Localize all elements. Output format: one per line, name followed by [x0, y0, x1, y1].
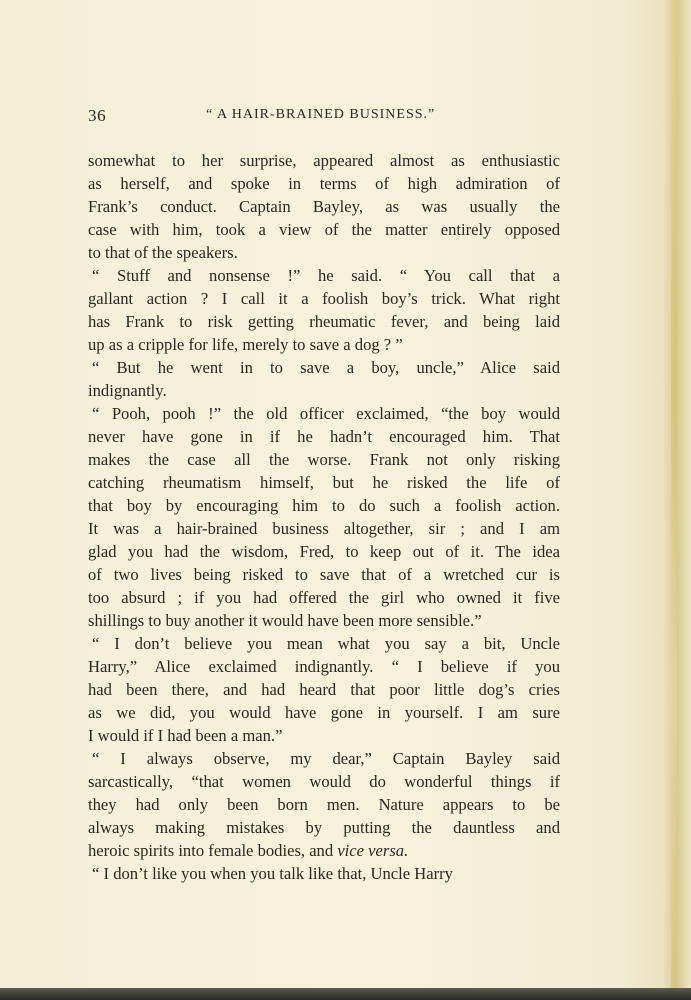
text-line: too absurd ; if you had offered the girl who owned it five [88, 588, 560, 607]
text-line: “ I don’t like you when you talk like that, Uncle Harry [92, 864, 453, 883]
italic-phrase: vice versa. [337, 841, 409, 860]
text-line: indignantly. [88, 381, 167, 400]
page-number: 36 [88, 106, 107, 125]
text-line: “ But he went in to save a boy, uncle,” Alice said [92, 358, 560, 377]
text-line: never have gone in if he hadn’t encouraged him. That [88, 427, 560, 446]
text-line: I would if I had been a man.” [88, 726, 283, 745]
text-line: somewhat to her surprise, appeared almost as enthusiastic [88, 151, 560, 170]
text-line: glad you had the wisdom, Fred, to keep out of it. The idea [88, 542, 560, 561]
text-line: had been there, and had heard that poor little dog’s cries [88, 680, 560, 699]
page-edge-right [671, 0, 677, 990]
text-line: “ Stuff and nonsense !” he said. “ You call that a [92, 266, 560, 285]
text-line: catching rheumatism himself, but he risked the life of [88, 473, 560, 492]
text-line: sarcastically, “that women would do wonderful things if [88, 772, 560, 791]
text-line: as we did, you would have gone in yourself. I am sure [88, 703, 560, 722]
text-line: as herself, and spoke in terms of high admiration of [88, 174, 560, 193]
text-line: It was a hair-brained business altogether, sir ; and I am [88, 519, 560, 538]
text-line: Harry,” Alice exclaimed indignantly. “ I believe if you [88, 657, 560, 676]
body-text [88, 149, 560, 885]
text-line: gallant action ? I call it a foolish boy’s trick. What right [88, 289, 560, 308]
text-line: case with him, took a view of the matter entirely opposed [88, 220, 560, 239]
text-line: Frank’s conduct. Captain Bayley, as was usually the [88, 197, 560, 216]
text-line: shillings to buy another it would have been more sensible.” [88, 611, 482, 630]
running-head: “ A HAIR-BRAINED BUSINESS.” [206, 107, 436, 122]
text-line: that boy by encouraging him to do such a foolish action. [88, 496, 560, 515]
text-line: up as a cripple for life, merely to save a dog ? ” [88, 335, 403, 354]
text-line: of two lives being risked to save that of a wretched cur is [88, 565, 560, 584]
page-header [88, 106, 560, 128]
text-line: “ Pooh, pooh !” the old officer exclaimed, “the boy would [92, 404, 560, 423]
text-line: makes the case all the worse. Frank not only risking [88, 450, 560, 469]
text-line: always making mistakes by putting the dauntless and [88, 818, 560, 837]
text-line: has Frank to risk getting rheumatic fever, and being laid [88, 312, 560, 331]
text-line: they had only been born men. Nature appears to be [88, 795, 560, 814]
page-edge-bottom [0, 988, 691, 1000]
text-line: “ I don’t believe you mean what you say a bit, Uncle [92, 634, 560, 653]
text-line: “ I always observe, my dear,” Captain Bayley said [92, 749, 560, 768]
text-line: to that of the speakers. [88, 243, 238, 262]
text-segment: heroic spirits into female bodies, and [88, 841, 334, 860]
text-line [88, 839, 560, 862]
